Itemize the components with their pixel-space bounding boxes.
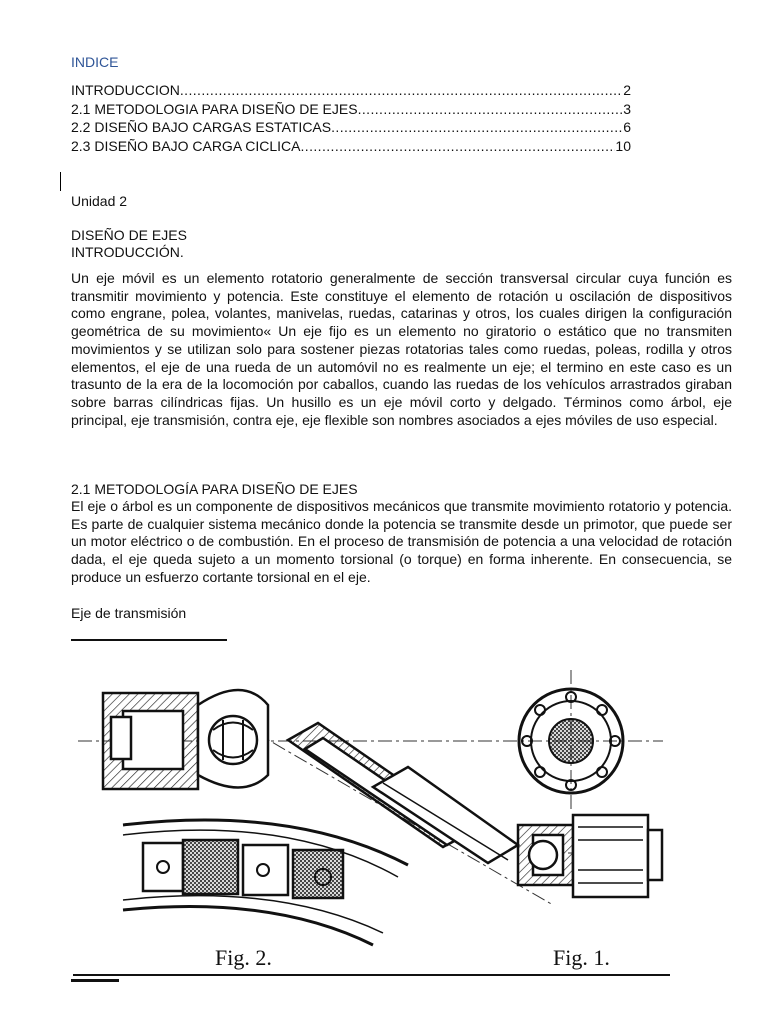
bottom-rule — [71, 979, 119, 982]
toc-entry-page: 2 — [623, 82, 631, 98]
right-yoke — [518, 815, 662, 897]
left-yoke — [103, 690, 268, 789]
toc-entry-page: 6 — [623, 119, 631, 135]
unit-title: DISEÑO DE EJES — [71, 227, 187, 243]
toc-dot-leader — [180, 81, 623, 100]
table-of-contents — [71, 81, 631, 155]
figure-caption-label: Eje de transmisión — [71, 605, 187, 621]
toc-entry-label: 2.3 DISEÑO BAJO CARGA CICLICA — [71, 137, 301, 154]
section-paragraph-metodologia: El eje o árbol es un componente de dispositivos mecánicos que transmite movimiento rotatorio y potencia. Es parte de cualquier sistema mecánico donde la potencia se transmite desde un primotor, que puede ser un motor eléctrico o de combustión. En el proceso de transmisión de potencia a una velocidad de rotación dada, el eje queda sujeto a un momento torsional (o torque) en forma inherente. En consecuencia, se produce un esfuerzo cortante torsional en el eje. — [71, 498, 732, 585]
unit-label: Unidad 2 — [71, 193, 128, 209]
section-heading-metodologia: 2.1 METODOLOGÍA PARA DISEÑO DE EJES — [71, 481, 358, 497]
toc-entry-label: 2.2 DISEÑO BAJO CARGAS ESTATICAS — [71, 119, 332, 135]
toc-dot-leader — [331, 118, 623, 137]
indice-title: INDICE — [71, 54, 119, 70]
toc-entry-page: 10 — [615, 137, 631, 154]
toc-dot-leader — [301, 137, 616, 156]
fig1-label: Fig. 1. — [553, 945, 610, 970]
toc-entry-metodologia[interactable] — [71, 100, 631, 119]
toc-entry-label: 2.1 METODOLOGIA PARA DISEÑO DE EJES — [71, 100, 358, 117]
transmission-shaft-figure — [73, 665, 670, 977]
toc-dot-leader — [358, 100, 624, 119]
toc-entry-page: 3 — [623, 100, 631, 117]
intro-paragraph: Un eje móvil es un elemento rotatorio generalmente de sección transversal circular cuya función es transmitir movimiento y potencia. Este constituye el elemento de rotación u oscilación de dispositivos como engrane, polea, volantes, manivelas, ruedas, catarinas y otros, los cuales dirigen la configuración geométrica de su movimiento« Un eje fijo es un elemento no giratorio o estático que no transmiten movimientos y se utilizan solo para sostener piezas rotatorias tales como ruedas, poleas, rodilla y otros elementos, el eje de una rueda de un automóvil no es realmente un eje; el termino en este caso es un trasunto de la era de la locomoción por caballos, cuando las ruedas de los vehículos arrastrados giraban sobre barras cilíndricas fijas. Un husillo es un eje móvil corto y delgado. Términos como árbol, eje principal, eje transmisión, contra eje, eje flexible son nombres asociados a ejes móviles de uso especial. — [71, 270, 732, 428]
toc-entry-introduccion[interactable] — [71, 81, 631, 100]
fig2-label: Fig. 2. — [215, 945, 272, 970]
caption-underline — [71, 639, 227, 641]
text-cursor — [60, 172, 61, 191]
toc-entry-carga-ciclica[interactable] — [71, 137, 631, 156]
shaft-drawing — [73, 665, 670, 977]
unit-subtitle: INTRODUCCIÓN. — [71, 244, 184, 260]
toc-entry-label: INTRODUCCION — [71, 82, 180, 98]
toc-entry-cargas-estaticas[interactable] — [71, 118, 631, 137]
